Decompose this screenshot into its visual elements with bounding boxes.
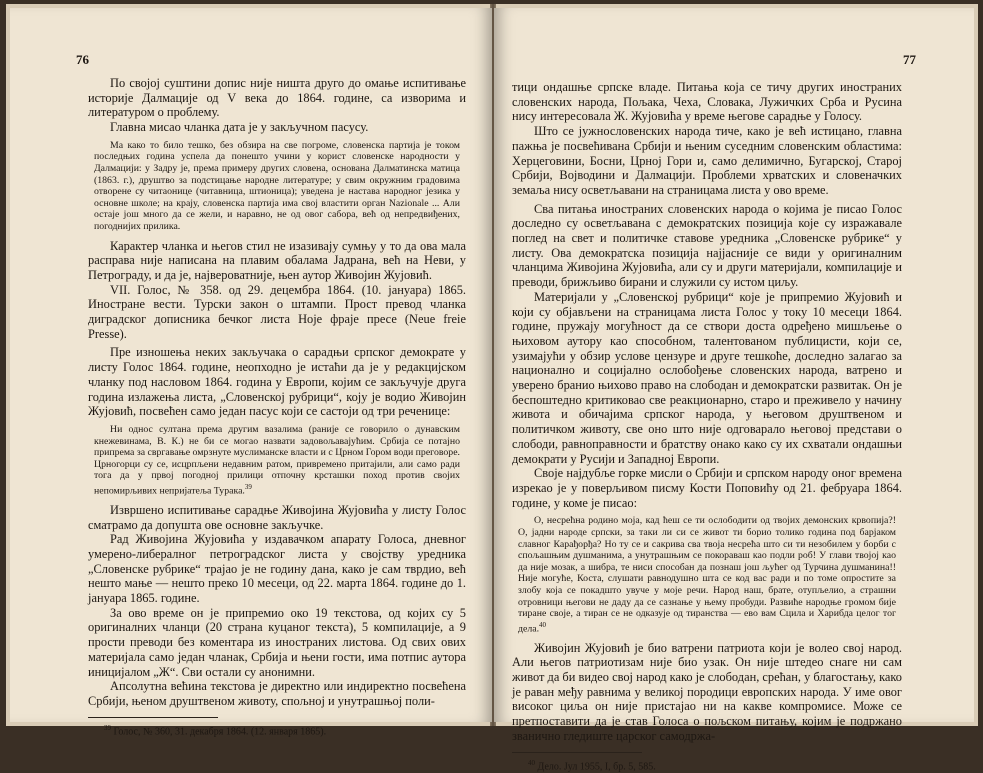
footnote-ref: 40 bbox=[539, 620, 547, 629]
paragraph: Материјали у „Словенској рубрици“ које је припремио Жујовић и који су објављени на страницама листа Голос у току 10 месеци 1864. године, пружају могућност да се створи доста одређено мишљење о њиховом аутору као способном, талентованом публицисти, који се, узимајући у обзир услове цензуре и друге тешкоће, доследно залагао за национално и социјално ослобођење словенских народа, ватрено и уверено бранио њихово право на слободан и демократски развитак. Он је беспоштедно критиковао све реакционарно, старо и преживело у начину живота и обичајима српског народа, у његовом друштвеном и политичком животу, све оно што није одговарало његовој представи о слободи, равноправности и братству онако како су их схватали ондашњи демократи у Русији и Западној Европи. bbox=[512, 289, 902, 466]
quote-text: О, несрећна родино моја, кад ћеш се ти ослободити од твојих демонских крвопија?! О, јадни народе српски, за таки ли си се живот ти борио толико година под барјаком славног Карађорђа? Но ту се и сакрива сва твоја несрећа што си ти незобилем у борби с спољашњим душманима, а унутрашњим се покораваш као подли роб! У глави твојој као да није мозак, а шибра, те ниси способан да познаш још љућег од Турчина душманина!! Није могуће, Коста, слушати равнодушно шта се код вас ради и по томе опростите за злобу која се покадшто увуче у моје речи. Народ наш, брате, отупљелио, а страшни отровници његови не даду да се сазнање у њему пробуди. Развиће народње громом бије тиране своје, а тиран се не одказује од тиранства — ево вам Сцила и Харибда целог тог дела.$^{40}$ bbox=[518, 515, 896, 634]
footnote-mark: 39 bbox=[104, 723, 111, 732]
paragraph: VII. Голос, № 358. од 29. децембра 1864. (10. јануара) 1865. Иностране вести. Турски закон о штампи. Прост превод чланка диградског дописника бечког листа Ноје фраје пресе (Neue freie Presse). bbox=[88, 282, 466, 341]
paragraph: тици ондашње српске владе. Питања која се тичу других иностраних словенских народа, Пољака, Чеха, Словака, Лужичких Срба и Русина нису интересовала Ж. Жујовића у време његове сарадње у Голосу. bbox=[512, 80, 902, 124]
footnote-mark: 40 bbox=[528, 758, 535, 767]
paragraph: Извршено испитивање сарадње Живојина Жујовића у листу Голос сматрамо да допушта ове основне закључке. bbox=[88, 502, 466, 532]
left-page-text bbox=[88, 76, 466, 738]
paragraph: Главна мисао чланка дата је у закључном пасусу. bbox=[110, 120, 369, 135]
paragraph: Рад Живојина Жујовића у издавачком апарату Голоса, дневног умерено-либералног петроградског листа у својству уредника „Словенске рубрике“ трајао је не годину дана, како је сам тврдио, већ нешто мање — нешто преко 10 месеци, од 22. марта 1864. године до 1. јануара 1865. године. bbox=[88, 532, 466, 606]
quote-text: Ни однос султана према другим вазалима (раније се говорило о дунавским кнежевинама, В. К.) не би се могао назвати задовољавајућим. Србија се потајно припрема за свргавање омрзнуте муслиманске власти и с Црном Гором води преговоре. Црногорци су се, исцрпљени недавним ратом, привремено притајили, али само ради тога да у првој погодној прилици отпочну крсташки поход против својих непомирљивих непријатеља Турака.$^{39}$ bbox=[94, 424, 460, 497]
footnote-rule bbox=[88, 717, 218, 718]
page-number: 76 bbox=[76, 52, 89, 67]
paragraph: Своје најдубље горке мисли о Србији и српском народу оног времена изрекао је у поверљивом писму Кости Поповићу од 21. фебруара 1864. године, у коме је писао: bbox=[512, 466, 902, 510]
right-page bbox=[494, 8, 974, 772]
paragraph: За ово време он је припремио око 19 текстова, од којих су 5 оригиналних чланци (20 страна куцаног текста), 5 компилације, а 9 прости преводи без коментара из иностраних листова. Од свих ових материјала само један чланак, Србија и њени гости, има потпис аутора иницијалом „Ж“. Сви остали су анонимни. bbox=[88, 605, 466, 679]
footnote: $^{40}$ Дело. Јул 1955, I, бр. 5, 585. bbox=[528, 758, 656, 772]
quote-text: Ма како то било тешко, без обзира на све погроме, словенска партија је током последњих година успела да понешто учини у корист словенске народности у Далмацији: у Задру је, према примеру других словена, основана Далматинска матица (1863. г.), друштво за подстицање народне литературе; у свим окружним градовима отворене су читаонице (читавница, штионица); уведена је настава народног језика у основне школе; на крају, словенска партија има свој властити орган Nazionale ... Али остаје још много да се жели, и наравно, не од овог сабора, већ од непредвиђених, погоднијих прилика. bbox=[94, 139, 460, 232]
paragraph: Живојин Жујовић је био ватрени патриота који је волео свој народ. Али његов патриотизам није био узак. Он није штедео снаге ни сам живот да би видео свој народ како је слободан, срећан, у благостању, како је раван међу равнима у великој породици европских народа. У име овог високог циља он није пристајао ни на какве компромисе. Може се претпоставити да је став Голоса о пољском питању, којим је подржано званично гледиште царског самодржа- bbox=[512, 640, 902, 743]
paragraph: Што се јужнословенских народа тиче, како је већ истицано, главна пажња је посвећивана Србији и њеним суседним словенским областима: Херцеговини, Босни, Црној Гори и, само делимично, Бугарској, Старој Србији, Војводини и Далмацији. Проблеми хрватских и словеначких земаља нису осветљавани на страницама листа у ово време. bbox=[512, 124, 902, 197]
block-quote bbox=[518, 515, 896, 634]
footnote-rule bbox=[512, 752, 642, 753]
block-quote bbox=[94, 140, 460, 233]
book-spread bbox=[6, 4, 978, 772]
right-page-text bbox=[512, 80, 902, 773]
footnote: $^{39}$ Голос, № 360, 31. декабря 1864. (12. января 1865). bbox=[104, 723, 327, 737]
left-page bbox=[10, 8, 492, 737]
footnote-ref: 39 bbox=[244, 482, 252, 491]
paragraph: Карактер чланка и његов стил не изазивају сумњу у то да ова мала расправа није написана на плавим обалама Јадрана, већ на Неви, у Петрограду, и да је, највероватније, њен аутор Живојин Жујовић. bbox=[88, 238, 466, 282]
paragraph: Пре изношења неких закључака о сарадњи српског демократе у листу Голос 1864. године, неопходно је истаћи да је у редакцијском чланку под насловом 1864. година у Европи, којим се закључује друга година излажења листа, „Словенској рубрици“, коју је водио Живојин Жујовић, посвећен само један пасус који се састоји од три реченице: bbox=[88, 345, 466, 419]
paragraph: Сва питања иностраних словенских народа о којима је писао Голос доследно су осветљавана с демократских позиција које су изражавале поглед на свет и политичке ставове уредника „Словенске рубрике“ у листу. Ова демократска позиција најјасније се види у оригиналним чланцима Живојина Жујовића, али су и други материјали, компилације и преводи, брижљиво бирани и служили су истом циљу. bbox=[512, 201, 902, 290]
paragraph: По својој суштини допис није ништа друго до омање испитивање историје Далмације од V века до 1864. године, са изворима и литературом о проблему. bbox=[88, 76, 466, 120]
page-number: 77 bbox=[903, 52, 916, 67]
block-quote bbox=[94, 424, 460, 497]
paragraph: Апсолутна већина текстова је директно или индиректно посвећена Србији, њеном друштвеном животу, спољној и унутрашњој поли- bbox=[88, 679, 466, 708]
